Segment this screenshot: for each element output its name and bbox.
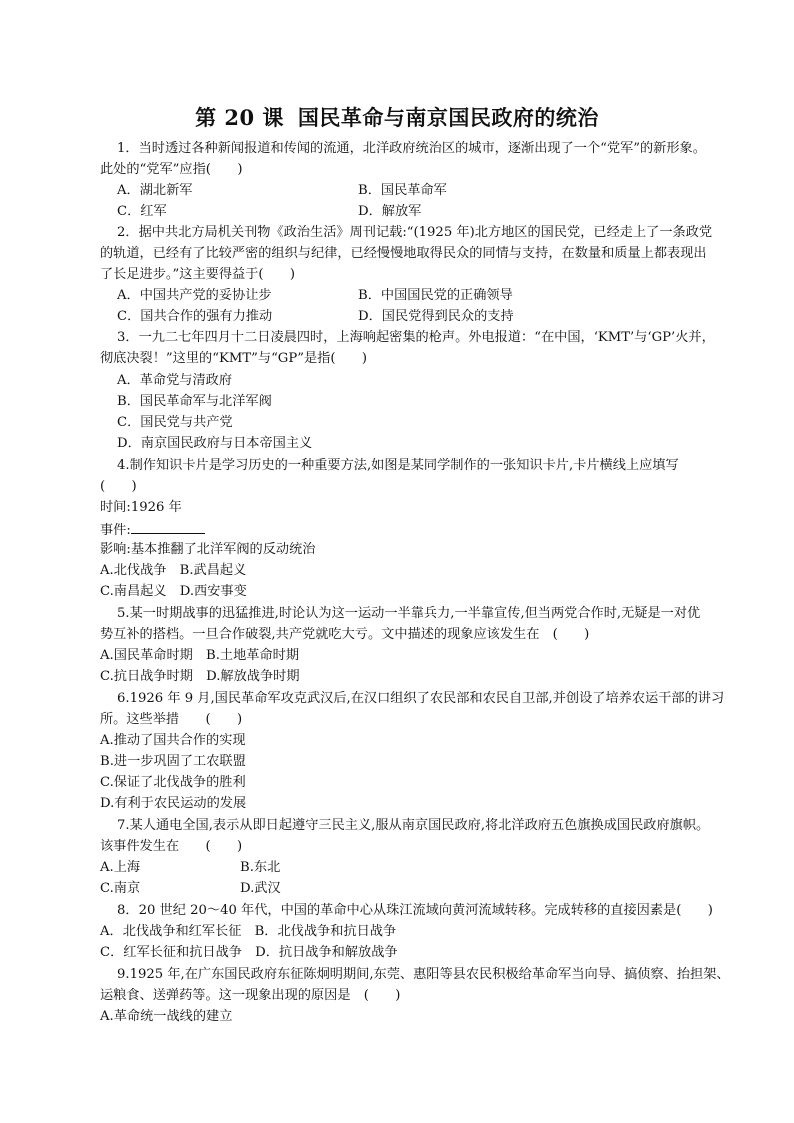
q7-option-a: A.上海: [100, 860, 141, 875]
q7-option-d: D.武汉: [240, 881, 281, 896]
q3-option-a: A．革命党与清政府: [117, 373, 233, 388]
q2-option-b: B．中国国民党的正确领导: [358, 288, 513, 303]
page-title: [0, 102, 794, 132]
q3-option-d: D．南京国民政府与日本帝国主义: [117, 436, 313, 451]
q7-stem-line1: 7.某人通电全国,表示从即日起遵守三民主义,服从南京国民政府,将北洋政府五色旗换成国民政府旗帜。: [117, 818, 710, 833]
q2-stem-line3: 了长足进步。”这主要得益于( ): [100, 267, 296, 282]
q2-stem-line2: 的轨道，已经有了比较严密的组织与纪律，已经慢慢地取得民众的同情与支持，在数量和质量上都表现出: [100, 246, 707, 261]
q6-stem-line2: 所。这些举措 ( ): [100, 712, 243, 727]
q3-option-b: B．国民革命军与北洋军阀: [117, 394, 272, 409]
q4-card-impact: 影响:基本推翻了北洋军阀的反动统治: [100, 542, 316, 557]
q8-stem-line1: 8．20 世纪 20～40 年代，中国的革命中心从珠江流域向黄河流域转移。完成转移的直接因素是( ): [117, 903, 713, 918]
q1-option-c: C．红军: [117, 204, 167, 219]
q3-stem-line1: 3．一九二七年四月十二日凌晨四时，上海响起密集的枪声。外电报道：“在中国，‘KMT’与‘GP’火并，: [117, 330, 715, 345]
q6-option-b: B.进一步巩固了工农联盟: [100, 754, 246, 769]
q9-option-a: A.革命统一战线的建立: [100, 1009, 233, 1024]
q5-options-row2: C.抗日战争时期 D.解放战争时期: [100, 669, 300, 684]
q3-stem-line2: 彻底决裂！”这里的“KMT”与“GP”是指( ): [100, 351, 367, 366]
q8-options-row2: C．红军长征和抗日战争 D．抗日战争和解放战争: [100, 945, 398, 960]
q2-option-d: D．国民党得到民众的支持: [358, 309, 514, 324]
q5-options-row1: A.国民革命时期 B.土地革命时期: [100, 648, 300, 663]
q9-stem-line1: 9.1925 年,在广东国民政府东征陈炯明期间,东莞、惠阳等县农民积极给革命军当向导、搞侦察、抬担架、: [117, 967, 730, 982]
q6-stem-line1: 6.1926 年 9 月,国民革命军攻克武汉后,在汉口组织了农民部和农民自卫部,并创设了培养农运干部的讲习: [117, 691, 725, 706]
q1-option-d: D．解放军: [358, 204, 422, 219]
q7-option-b: B.东北: [240, 860, 281, 875]
q1-option-b: B．国民革命军: [358, 183, 447, 198]
q7-option-c: C.南京: [100, 881, 141, 896]
q1-stem-line1: 1．当时透过各种新闻报道和传闻的流通，北洋政府统治区的城市，逐渐出现了一个“党军”的新形象。: [117, 141, 706, 156]
q2-stem-line1: 2．据中共北方局机关刊物《政治生活》周刊记载:“(1925 年)北方地区的国民党，已经走上了一条政党: [117, 225, 713, 240]
lesson-topic: 国民革命与南京国民政府的统治: [297, 105, 599, 130]
q4-card-event-label: 事件:: [100, 523, 131, 538]
q4-card-event-blank: [131, 521, 205, 534]
q4-options-row2: C.南昌起义 D.西安事变: [100, 584, 247, 599]
q9-stem-line2: 运粮食、送弹药等。这一现象出现的原因是 ( ): [100, 988, 401, 1003]
q3-option-c: C．国民党与共产党: [117, 415, 233, 430]
q2-option-a: A．中国共产党的妥协让步: [117, 288, 272, 303]
q6-option-a: A.推动了国共合作的实现: [100, 733, 246, 748]
lesson-number: 第 20 课: [195, 105, 284, 130]
q2-option-c: C．国共合作的强有力推动: [117, 309, 273, 324]
q4-card-time: 时间:1926 年: [100, 500, 182, 515]
q7-stem-line2: 该事件发生在 ( ): [100, 839, 243, 854]
q4-stem-line1: 4.制作知识卡片是学习历史的一种重要方法,如图是某同学制作的一张知识卡片,卡片横线上应填写: [117, 458, 679, 473]
q6-option-c: C.保证了北伐战争的胜利: [100, 775, 246, 790]
q6-option-d: D.有利于农民运动的发展: [100, 796, 247, 811]
q5-stem-line1: 5.某一时期战事的迅猛推进,时论认为这一运动一半靠兵力,一半靠宣传,但当两党合作时,无疑是一对优: [117, 606, 701, 621]
q4-stem-line2: ( ): [100, 479, 137, 494]
q1-option-a: A．湖北新军: [117, 183, 193, 198]
q5-stem-line2: 势互补的搭档。一旦合作破裂,共产党就吃大亏。文中描述的现象应该发生在 ( ): [100, 627, 590, 642]
q8-options-row1: A．北伐战争和红军长征 B．北伐战争和抗日战争: [100, 924, 397, 939]
q4-card-event: [100, 521, 205, 539]
q1-stem-line2: 此处的“党军”应指( ): [100, 162, 243, 177]
q4-options-row1: A.北伐战争 B.武昌起义: [100, 563, 247, 578]
